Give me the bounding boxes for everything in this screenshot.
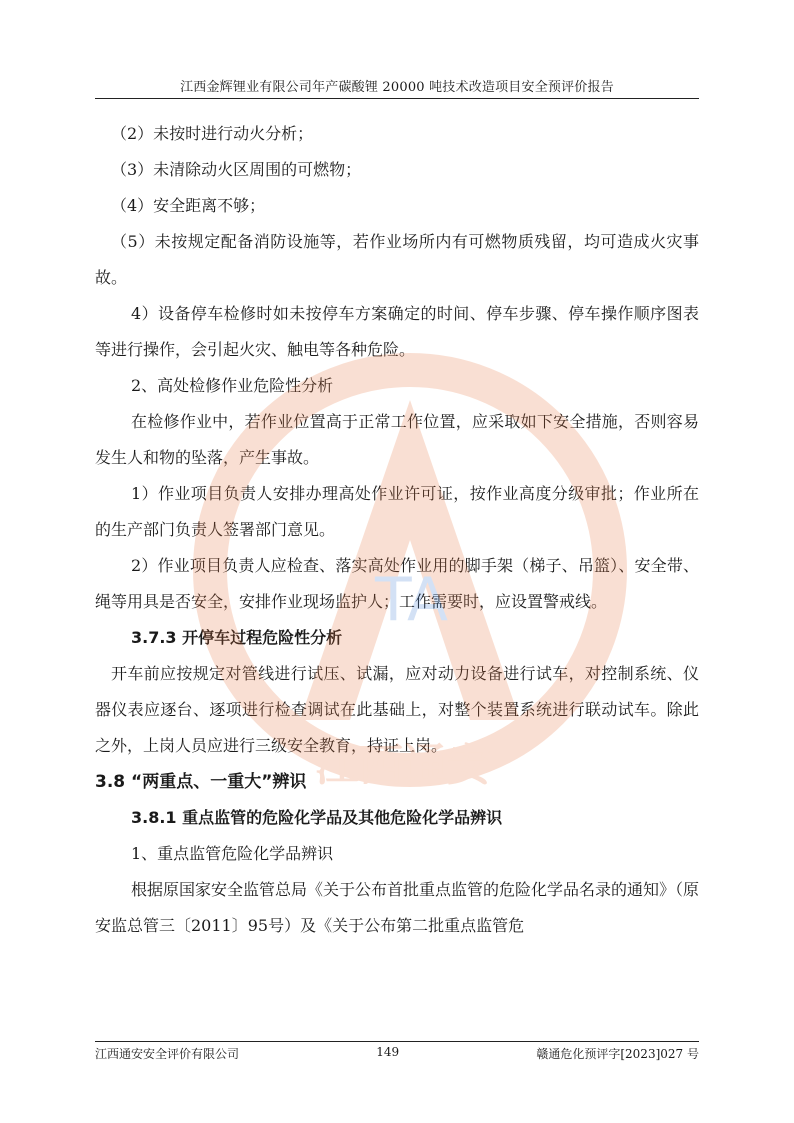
footer-company: 江西通安安全评价有限公司 [95,1047,240,1061]
watermark-letters: TA [375,565,449,635]
section-heading-3-8-1: 3.8.1 重点监管的危险化学品及其他危险化学品辨识 [131,808,503,827]
paragraph: 2、高处检修作业危险性分析 [131,376,334,395]
section-heading-3-7-3: 3.7.3 开停车过程危险性分析 [131,628,343,647]
document-code: 赣通危化预评字[2023]027 号 [536,1047,699,1061]
page-header: 江西金辉锂业有限公司年产碳酸锂 20000 吨技术改造项目安全预评价报告 [180,80,614,95]
paragraph: （3）未清除动火区周围的可燃物； [111,160,362,179]
paragraph: 在检修作业中，若作业位置高于正常工作位置，应采取如下安全措施，否则容易发生人和物的坠落，产生事故。 [95,412,699,467]
paragraph: 1）作业项目负责人安排办理高处作业许可证，按作业高度分级审批；作业所在的生产部门负责人签署部门意见。 [95,484,699,539]
subheading: 1、重点监管危险化学品辨识 [131,844,334,863]
header-divider [95,98,699,99]
paragraph: 2）作业项目负责人应检查、落实高处作业用的脚手架（梯子、吊篮）、安全带、绳等用具是否安全，安排作业现场监护人；工作需要时，应设置警戒线。 [95,556,699,611]
footer-divider [95,1041,699,1042]
body-content [95,116,699,944]
paragraph: 开车前应按规定对管线进行试压、试漏，应对动力设备进行试车，对控制系统、仪器仪表应逐台、逐项进行检查调试在此基础上，对整个装置系统进行联动试车。除此之外，上岗人员应进行三级安全教育，持证上岗。 [95,664,699,755]
paragraph: 根据原国家安全监管总局《关于公布首批重点监管的危险化学品名录的通知》（原安监总管三〔2011〕95号）及《关于公布第二批重点监管危 [95,880,700,935]
paragraph: （2）未按时进行动火分析； [111,124,314,143]
paragraph: （4）安全距离不够； [111,196,266,215]
page-footer [95,1045,699,1062]
paragraph: 4）设备停车检修时如未按停车方案确定的时间、停车步骤、停车操作顺序图表等进行操作，会引起火灾、触电等各种危险。 [95,304,699,359]
watermark-text: 江西通安 [315,740,491,791]
page-number: 149 [376,1045,400,1059]
section-heading-3-8: 3.8 “两重点、一重大”辨识 [95,772,307,792]
paragraph: （5）未按规定配备消防设施等，若作业场所内有可燃物质残留，均可造成火灾事故。 [95,232,699,287]
